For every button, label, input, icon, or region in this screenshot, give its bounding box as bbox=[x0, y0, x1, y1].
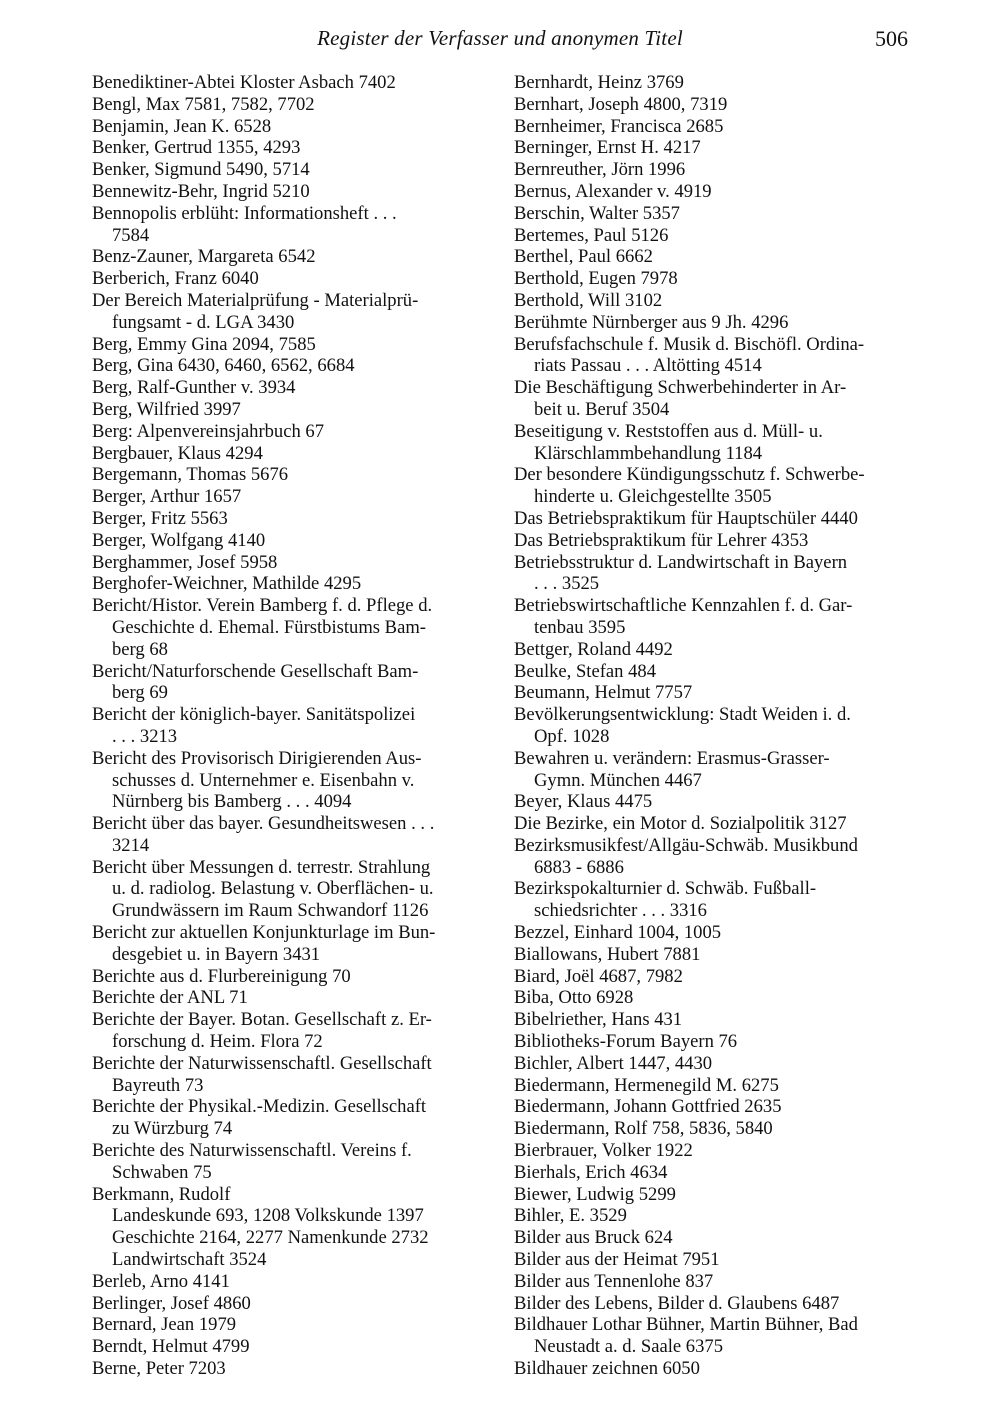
index-entry: Berg, Ralf-Gunther v. 3934 bbox=[92, 377, 296, 399]
index-entry: Bilder aus der Heimat 7951 bbox=[514, 1249, 720, 1271]
index-entry: Die Bezirke, ein Motor d. Sozialpolitik 3127 bbox=[514, 813, 847, 835]
index-entry: Berleb, Arno 4141 bbox=[92, 1270, 230, 1292]
index-entry: Berg, Gina 6430, 6460, 6562, 6684 bbox=[92, 355, 355, 377]
index-entry: Beyer, Klaus 4475 bbox=[514, 791, 653, 813]
index-entry: Das Betriebspraktikum für Hauptschüler 4440 bbox=[514, 507, 858, 529]
index-entry: Bengl, Max 7581, 7582, 7702 bbox=[92, 93, 315, 115]
index-entry: Bezirkspokalturnier d. Schwäb. Fußball- schiedsrichter . . . 3316 bbox=[514, 878, 817, 922]
index-entry: Benker, Sigmund 5490, 5714 bbox=[92, 159, 310, 181]
index-entry: Bergemann, Thomas 5676 bbox=[92, 464, 289, 486]
index-entry: Berghofer-Weichner, Mathilde 4295 bbox=[92, 573, 362, 595]
index-entry: Berndt, Helmut 4799 bbox=[92, 1336, 250, 1358]
index-entry: Beulke, Stefan 484 bbox=[514, 660, 657, 682]
index-entry: Betriebsstruktur d. Landwirtschaft in Bayern . . . 3525 bbox=[514, 551, 848, 595]
index-entry: Berg, Emmy Gina 2094, 7585 bbox=[92, 333, 316, 355]
index-entry: Berg: Alpenvereinsjahrbuch 67 bbox=[92, 420, 325, 442]
index-entry: Bilder aus Tennenlohe 837 bbox=[514, 1270, 714, 1292]
index-entry: Bernhardt, Heinz 3769 bbox=[514, 72, 684, 93]
index-entry: Berninger, Ernst H. 4217 bbox=[514, 137, 701, 159]
index-entry: Berichte der Physikal.-Medizin. Gesellschaft zu Würzburg 74 bbox=[92, 1096, 427, 1140]
index-entry: Bernus, Alexander v. 4919 bbox=[514, 180, 712, 202]
index-entry: Bericht über Messungen d. terrestr. Strahlung u. d. radiolog. Belastung v. Oberflächen- u. Grundwässern im Raum Schwandorf 1126 bbox=[92, 856, 434, 922]
index-entry: Bildhauer zeichnen 6050 bbox=[514, 1358, 700, 1380]
index-entry: Bernheimer, Francisca 2685 bbox=[514, 115, 724, 137]
index-entry: Bilder aus Bruck 624 bbox=[514, 1227, 673, 1249]
index-entry: Berichte der Naturwissenschaftl. Gesellschaft Bayreuth 73 bbox=[92, 1052, 432, 1096]
index-entry: Bericht zur aktuellen Konjunkturlage im Bun- desgebiet u. in Bayern 3431 bbox=[92, 922, 436, 965]
index-entry: Bihler, E. 3529 bbox=[514, 1205, 627, 1227]
index-entry: Biedermann, Hermenegild M. 6275 bbox=[514, 1074, 779, 1096]
index-entry: Berühmte Nürnberger aus 9 Jh. 4296 bbox=[514, 311, 789, 333]
index-entry: Bichler, Albert 1447, 4430 bbox=[514, 1052, 713, 1074]
index-entry: Berghammer, Josef 5958 bbox=[92, 551, 278, 573]
index-entry: Bibelriether, Hans 431 bbox=[514, 1009, 683, 1031]
index-entry: Bernhart, Joseph 4800, 7319 bbox=[514, 93, 728, 115]
index-entry: Die Beschäftigung Schwerbehinderter in Ar- beit u. Beruf 3504 bbox=[514, 377, 847, 420]
index-entry: Der Bereich Materialprüfung - Materialprü- fungsamt - d. LGA 3430 bbox=[92, 289, 419, 333]
index-entry: Bertemes, Paul 5126 bbox=[514, 224, 669, 246]
index-entry: Bennewitz-Behr, Ingrid 5210 bbox=[92, 180, 310, 202]
right-index-column bbox=[514, 72, 914, 1380]
index-entry: Biallowans, Hubert 7881 bbox=[514, 943, 701, 965]
index-entry: Bergbauer, Klaus 4294 bbox=[92, 442, 263, 464]
index-entry: Bennopolis erblüht: Informationsheft . . . 7584 bbox=[92, 202, 397, 246]
index-entry: Benker, Gertrud 1355, 4293 bbox=[92, 137, 301, 159]
index-entry: Das Betriebspraktikum für Lehrer 4353 bbox=[514, 529, 809, 551]
index-entry: Der besondere Kündigungsschutz f. Schwerbe- hinderte u. Gleichgestellte 3505 bbox=[514, 464, 865, 508]
index-entry: Betriebswirtschaftliche Kennzahlen f. d. Gar- tenbau 3595 bbox=[514, 595, 853, 638]
index-entry: Berger, Fritz 5563 bbox=[92, 507, 228, 529]
running-header-title: Register der Verfasser und anonymen Titel bbox=[317, 26, 683, 50]
index-entry: Bierbrauer, Volker 1922 bbox=[514, 1140, 693, 1162]
index-entry: Bevölkerungsentwicklung: Stadt Weiden i. d. Opf. 1028 bbox=[514, 704, 851, 747]
index-entry: Bernreuther, Jörn 1996 bbox=[514, 159, 686, 181]
index-entry: Benediktiner-Abtei Kloster Asbach 7402 bbox=[92, 72, 396, 93]
left-index-column bbox=[92, 72, 492, 1380]
index-entry: Berne, Peter 7203 bbox=[92, 1358, 226, 1380]
index-entry: Bericht der königlich-bayer. Sanitätspolizei . . . 3213 bbox=[92, 704, 416, 747]
index-entry: Berlinger, Josef 4860 bbox=[92, 1292, 251, 1314]
index-entry: Berthold, Eugen 7978 bbox=[514, 268, 678, 290]
page-number: 506 bbox=[875, 26, 908, 51]
index-entry: Berichte des Naturwissenschaftl. Vereins f. Schwaben 75 bbox=[92, 1140, 412, 1183]
index-entry: Berthold, Will 3102 bbox=[514, 289, 663, 311]
index-entry: Bettger, Roland 4492 bbox=[514, 638, 673, 660]
index-entry: Berichte der ANL 71 bbox=[92, 987, 248, 1009]
index-entry: Bezirksmusikfest/Allgäu-Schwäb. Musikbund 6883 - 6886 bbox=[514, 834, 858, 878]
index-entry: Biewer, Ludwig 5299 bbox=[514, 1183, 676, 1205]
index-entry: Berger, Wolfgang 4140 bbox=[92, 529, 266, 551]
index-entry: Biedermann, Johann Gottfried 2635 bbox=[514, 1096, 782, 1118]
index-entry: Berg, Wilfried 3997 bbox=[92, 398, 241, 420]
index-entry: Benz-Zauner, Margareta 6542 bbox=[92, 246, 316, 268]
index-entry: Berthel, Paul 6662 bbox=[514, 246, 653, 268]
index-entry: Beseitigung v. Reststoffen aus d. Müll- u. Klärschlammbehandlung 1184 bbox=[514, 420, 823, 464]
index-entry: Berger, Arthur 1657 bbox=[92, 486, 242, 508]
index-entry: Beumann, Helmut 7757 bbox=[514, 682, 693, 704]
index-entry: Bernard, Jean 1979 bbox=[92, 1314, 237, 1336]
index-entry: Berschin, Walter 5357 bbox=[514, 202, 680, 224]
index-entry: Bierhals, Erich 4634 bbox=[514, 1161, 668, 1183]
index-entry: Bewahren u. verändern: Erasmus-Grasser- Gymn. München 4467 bbox=[514, 747, 830, 791]
index-entry: Berberich, Franz 6040 bbox=[92, 268, 259, 290]
index-entry: Berichte der Bayer. Botan. Gesellschaft z. Er- forschung d. Heim. Flora 72 bbox=[92, 1009, 432, 1053]
index-entry: Bezzel, Einhard 1004, 1005 bbox=[514, 922, 722, 944]
index-entry: Biedermann, Rolf 758, 5836, 5840 bbox=[514, 1118, 773, 1140]
index-entry: Berufsfachschule f. Musik d. Bischöfl. Ordina- riats Passau . . . Altötting 4514 bbox=[514, 333, 865, 377]
index-entry: Bericht/Histor. Verein Bamberg f. d. Pflege d. Geschichte d. Ehemal. Fürstbistums Bam- berg 68 bbox=[92, 595, 433, 660]
index-entry: Bericht über das bayer. Gesundheitswesen . . . 3214 bbox=[92, 813, 435, 856]
index-entry: Biard, Joël 4687, 7982 bbox=[514, 965, 683, 987]
index-entry: Bericht/Naturforschende Gesellschaft Bam- berg 69 bbox=[92, 660, 419, 704]
index-entry: Bilder des Lebens, Bilder d. Glaubens 6487 bbox=[514, 1292, 840, 1314]
index-entry: Bibliotheks-Forum Bayern 76 bbox=[514, 1031, 738, 1053]
index-entry: Benjamin, Jean K. 6528 bbox=[92, 115, 272, 137]
index-entry: Bericht des Provisorisch Dirigierenden Aus- schusses d. Unternehmer e. Eisenbahn v. Nürnberg bis Bamberg . . . 4094 bbox=[92, 747, 422, 813]
index-entry: Berkmann, Rudolf Landeskunde 693, 1208 Volkskunde 1397 Geschichte 2164, 2277 Namenkunde 2732 Landwirtschaft 3524 bbox=[92, 1183, 429, 1271]
index-entry: Biba, Otto 6928 bbox=[514, 987, 634, 1009]
index-entry: Berichte aus d. Flurbereinigung 70 bbox=[92, 965, 351, 987]
index-entry: Bildhauer Lothar Bühner, Martin Bühner, Bad Neustadt a. d. Saale 6375 bbox=[514, 1314, 858, 1358]
